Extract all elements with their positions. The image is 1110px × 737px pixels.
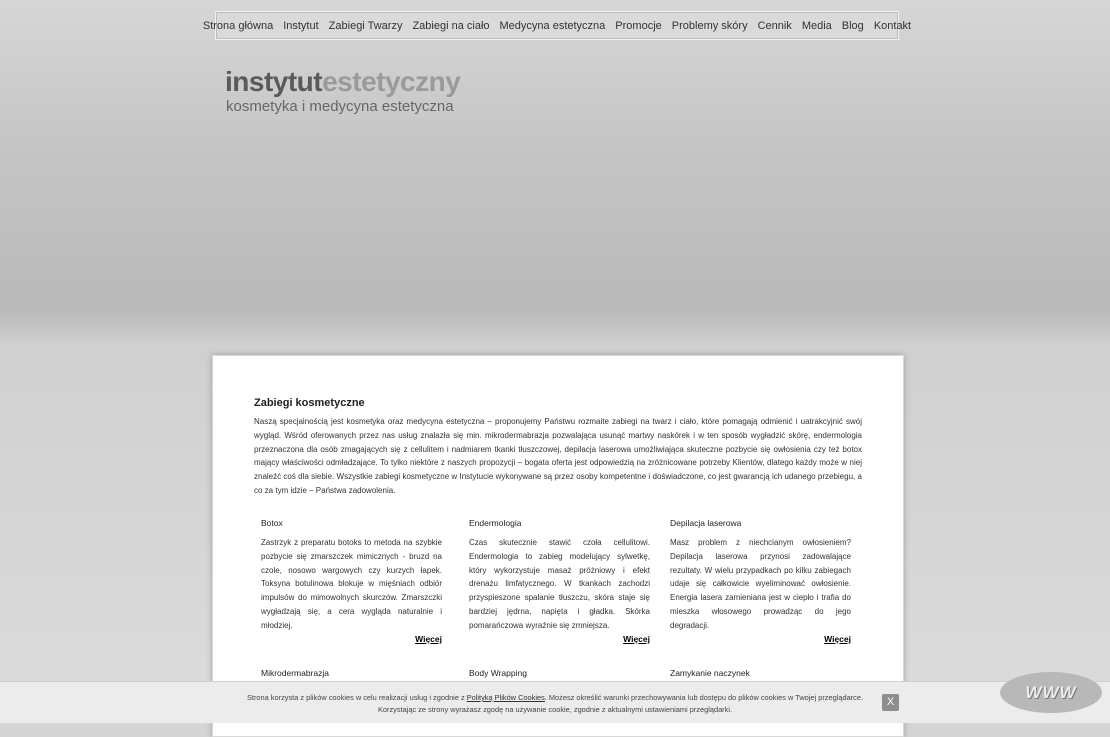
service-card-depilacja-laserowa xyxy=(670,518,851,646)
cookie-text xyxy=(200,692,910,716)
nav-item-cennik[interactable]: Cennik xyxy=(757,19,792,32)
cookie-text-line1-end: . Możesz określić warunki przechowywania lub dostępu do plików cookies w Twojej przeglądarce. xyxy=(544,693,864,702)
www-badge[interactable]: WWW xyxy=(1000,672,1102,713)
logo-wordmark xyxy=(225,66,460,98)
logo-part-instytut: instytut xyxy=(225,66,323,97)
more-link[interactable]: Więcej xyxy=(824,633,851,644)
service-card-botox xyxy=(261,518,442,646)
cookie-bar xyxy=(0,681,1110,723)
logo-tagline: kosmetyka i medycyna estetyczna xyxy=(226,98,454,115)
intro-text: Naszą specjalnością jest kosmetyka oraz medycyna estetyczna – proponujemy Państwu rozmaite zabiegi na twarz i ciało, które pomagają odmienić i uatrakcyjnić swój wygląd. Wśród oferowanych przez nas usług znalazła się min. mikrodermabrazja pozwalająca usunąć martwy naskórek i w ten sposób wygładzić skórę, endermologia przeznaczona dla osób zmagających się z cellulitem i nadmiarem tkanki tłuszczowej, depilacja laserowa umożliwiająca skuteczne pozbycie się owłosienia czy też botox mający właściwości odmładzające. To tylko niektóre z naszych propozycji – bogata oferta jest odpowiedzią na zróżnicowane potrzeby Klientów, dlatego każdy może w niej znaleźć coś dla siebie. Wszystkie zabiegi kosmetyczne w Instytucie wykonywane są przez osoby kompetentne i doświadczone, co jest gwarancją ich udanego przebiegu, a co za tym idzie – Państwa zadowolenia. xyxy=(254,417,862,495)
logo-part-estetyczny: estetyczny xyxy=(322,66,461,97)
card-title: Botox xyxy=(261,518,283,528)
nav-item-kontakt[interactable]: Kontakt xyxy=(873,19,912,32)
card-description: Masz problem z niechcianym owłosieniem? Depilacja laserowa przynosi zadowalające rezultaty. W wielu przypadkach po kilku zabiegach udaje się całkowicie wyeliminować owłosienie. Energia lasera zamieniana jest w ciepło i trafia do mieszka włosowego prowadząc do jego degradacji. xyxy=(670,538,851,630)
nav-item-problemy-skory[interactable]: Problemy skóry xyxy=(671,19,748,32)
more-link[interactable]: Więcej xyxy=(623,633,650,644)
card-title: Zamykanie naczynek xyxy=(670,668,750,678)
card-description: Czas skutecznie stawić czoła cellulitowi. Endermologia to zabieg modelujący sylwetkę, który wykorzystuje masaż próżniowy i efekt drenażu limfatycznego. W tkankach zachodzi przyspieszone spalanie tłuszczu, skóra staje się bardziej jędrna, napięta i gładka. Skórka pomarańczowa wyraźnie się zmniejsza. xyxy=(469,538,650,630)
cookie-policy-link[interactable]: Polityką Plików Cookies xyxy=(466,693,545,702)
service-card-zamykanie-naczynek xyxy=(670,668,851,679)
card-title: Body Wrapping xyxy=(469,668,527,678)
more-link[interactable]: Więcej xyxy=(415,633,442,644)
card-title: Mikrodermabrazja xyxy=(261,668,330,678)
cookie-text-line1-start: Strona korzysta z plików cookies w celu realizacji usług i zgodnie z xyxy=(246,693,467,702)
nav-item-zabiegi-twarzy[interactable]: Zabiegi Twarzy xyxy=(328,19,403,32)
site-logo[interactable] xyxy=(225,66,460,116)
service-card-body-wrapping xyxy=(469,668,650,679)
nav-item-promocje[interactable]: Promocje xyxy=(615,19,662,32)
content-panel xyxy=(212,355,904,737)
card-title: Endermologia xyxy=(469,518,522,528)
cookie-close-button[interactable]: X xyxy=(882,694,899,711)
nav-item-medycyna-estetyczna[interactable]: Medycyna estetyczna xyxy=(499,19,606,32)
nav-item-instytut[interactable]: Instytut xyxy=(283,19,319,32)
service-card-endermologia xyxy=(469,518,650,646)
service-card-mikrodermabrazja xyxy=(261,668,442,679)
section-title: Zabiegi kosmetyczne xyxy=(254,397,365,409)
nav-item-zabiegi-na-cialo[interactable]: Zabiegi na ciało xyxy=(412,19,490,32)
cookie-text-line2: Korzystając ze strony wyrażasz zgodę na używanie cookie, zgodnie z aktualnymi ustawieniami przeglądarki. xyxy=(377,705,733,714)
nav-item-strona-glowna[interactable]: Strona główna xyxy=(202,19,274,32)
card-title: Depilacja laserowa xyxy=(670,518,742,528)
nav-item-media[interactable]: Media xyxy=(801,19,832,32)
card-description: Zastrzyk z preparatu botoks to metoda na szybkie pozbycie się zmarszczek mimicznych - bruzd na czole, nosowo wargowych czy kurzych łapek. Toksyna botulinowa blokuje w mięśniach odbiór impulsów do mimowolnych skurczów. Zmarszczki wygładzają się, a cera wygląda naturalnie i młodziej. xyxy=(261,538,442,630)
nav-item-blog[interactable]: Blog xyxy=(841,19,864,32)
main-nav xyxy=(202,11,912,40)
